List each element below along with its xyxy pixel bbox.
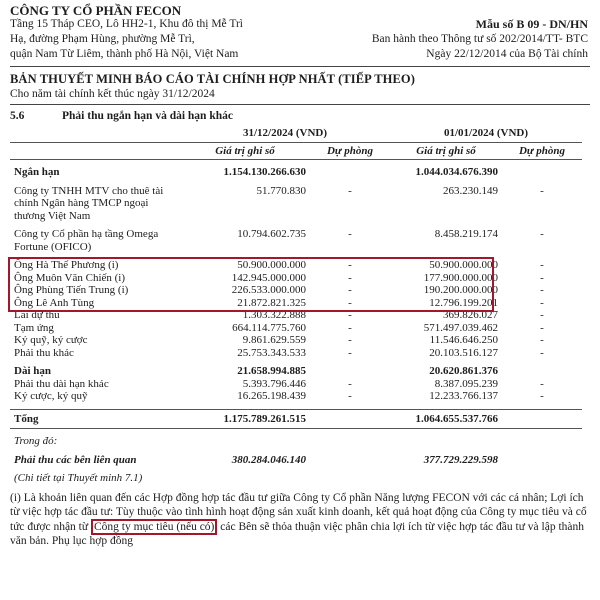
provision-2024: - <box>348 334 352 346</box>
provision-2024: - <box>348 184 352 197</box>
value-2024: 10.794.602.735 <box>237 228 306 240</box>
of-which-label: Trong đó: <box>14 435 58 447</box>
provision-2024: - <box>348 321 352 334</box>
value-2023: 20.103.516.127 <box>429 346 498 359</box>
value-2023: 1.064.655.537.766 <box>390 409 502 429</box>
address-line-2: Hạ, đường Phạm Hùng, phường Mễ Trì, <box>10 33 195 45</box>
highlight-box-individuals <box>8 257 494 312</box>
provision-2023: - <box>540 259 544 271</box>
section-title: Phải thu ngắn hạn và dài hạn khác <box>62 110 233 122</box>
form-issued-line-2: Ngày 22/12/2014 của Bộ Tài chính <box>426 48 588 60</box>
provision-2023: - <box>540 296 544 309</box>
table-row <box>10 347 582 360</box>
value-2023: 369.826.027 <box>443 309 498 321</box>
value-2024: 1.303.322.888 <box>242 309 306 321</box>
column-header-provision: Dự phòng <box>310 142 390 160</box>
column-header-provision: Dự phòng <box>502 142 582 160</box>
provision-2023 <box>502 166 582 179</box>
header-divider <box>10 66 590 67</box>
provision-2023: - <box>540 390 544 402</box>
row-label: Dài hạn <box>14 365 51 377</box>
provision-2024 <box>310 409 390 429</box>
table-row <box>10 322 582 335</box>
row-label: Ông Muôn Văn Chiến (i) <box>14 271 126 284</box>
table-row <box>10 185 582 223</box>
provision-2023: - <box>540 228 544 240</box>
value-2024: 50.900.000.000 <box>237 259 306 271</box>
provision-2024: - <box>348 259 352 271</box>
table-row <box>10 472 582 485</box>
value-2023: 190.200.000.000 <box>423 284 498 296</box>
provision-2023 <box>502 454 582 467</box>
provision-2024: - <box>348 377 352 390</box>
provision-2024: - <box>348 309 352 321</box>
provision-2023: - <box>540 377 544 390</box>
form-number: Mẫu số B 09 - DN/HN <box>475 17 588 31</box>
value-2024: 142.945.000.000 <box>231 271 306 284</box>
provision-2023: - <box>540 346 544 359</box>
provision-2023: - <box>540 321 544 334</box>
provision-2023: - <box>540 271 544 284</box>
table-row <box>10 228 582 253</box>
row-label: Ông Phùng Tiến Trung (i) <box>14 284 129 296</box>
title-divider <box>10 104 590 105</box>
footnote-highlight: Công ty mục tiêu (nếu có) <box>91 519 217 535</box>
provision-2023: - <box>540 284 544 296</box>
value-2023: 377.729.229.598 <box>423 453 498 466</box>
value-2024: 664.114.775.760 <box>232 321 306 334</box>
table-row <box>10 454 582 467</box>
row-label: Lãi dự thu <box>14 309 60 321</box>
value-2024: 1.154.130.266.630 <box>223 166 306 178</box>
value-2024: 1.175.789.261.515 <box>180 409 310 429</box>
row-label: Phải thu các bên liên quan <box>14 453 137 466</box>
provision-2023: - <box>540 184 544 197</box>
reference-note: (Chi tiết tại Thuyết minh 7.1) <box>14 472 143 484</box>
period-header-2024: 31/12/2024 (VND) <box>180 127 390 142</box>
provision-2023: - <box>540 309 544 321</box>
address-line-3: quận Nam Từ Liêm, thành phố Hà Nội, Việt Nam <box>10 48 239 60</box>
value-2024: 9.861.629.559 <box>242 334 306 346</box>
value-2024: 21.872.821.325 <box>237 296 306 309</box>
provision-2024: - <box>348 271 352 284</box>
footnote-text-a: (i) Là khoản liên quan đến các Hợp đồng hợp tác đầu tư giữa Công ty Cổ phần Năng lượng FECON với các cá nhân; Lợi ích từ việc hợp tác đầu tư: Tùy thuộc vào tình hình hoạt động sản xuất kinh doanh, kết quả hoạt động của Công ty mục tiêu và cổ tức được nhận từ <box>10 491 587 533</box>
value-2024: 380.284.046.140 <box>231 453 306 466</box>
provision-2024: - <box>348 284 352 296</box>
row-label: Công ty TNHH MTV cho thuê tài chính Ngân hàng TMCP ngoại thương Việt Nam <box>14 184 164 222</box>
value-2024: 21.658.994.885 <box>237 365 306 377</box>
row-label: Ngắn hạn <box>14 166 60 178</box>
value-2024: 16.265.198.439 <box>237 390 306 402</box>
row-label: Ông Lê Anh Tùng <box>14 296 95 309</box>
row-label: Phải thu khác <box>14 346 74 359</box>
row-label: Tổng <box>10 409 180 429</box>
provision-2024 <box>310 454 390 467</box>
value-2024: 25.753.343.533 <box>237 346 306 359</box>
row-label: Ông Hà Thế Phương (i) <box>14 259 119 271</box>
table-row <box>10 166 582 179</box>
table-row <box>10 378 582 391</box>
row-label: Tạm ứng <box>14 321 54 334</box>
value-2023: 12.796.199.201 <box>429 296 498 309</box>
value-2023: 1.044.034.676.390 <box>415 166 498 178</box>
provision-2023: - <box>540 334 544 346</box>
table-body <box>10 160 582 485</box>
footnote <box>10 491 590 549</box>
provision-2024: - <box>348 228 352 240</box>
provision-2024: - <box>348 390 352 402</box>
value-2024: 226.533.000.000 <box>231 284 306 296</box>
provision-2023 <box>502 409 582 429</box>
section-number: 5.6 <box>10 110 25 122</box>
value-2023: 8.458.219.174 <box>434 228 498 240</box>
table-row <box>10 334 582 347</box>
document-subtitle: Cho năm tài chính kết thúc ngày 31/12/2024 <box>10 88 215 100</box>
row-label: Ký quỹ, ký cược <box>14 334 88 346</box>
value-2023: 20.620.861.376 <box>429 365 498 377</box>
table-row <box>10 409 582 429</box>
provision-2024: - <box>348 296 352 309</box>
document-title: BẢN THUYẾT MINH BÁO CÁO TÀI CHÍNH HỢP NHẤT (TIẾP THEO) <box>10 72 416 86</box>
table-row <box>10 435 582 448</box>
footnote-text-b: các Bên sẽ thỏa thuận việc phân chia lợi ích từ việc hợp tác đầu tư và lập thành văn bản. Phụ lục hợp đồng <box>10 520 585 547</box>
value-2023: 177.900.000.000 <box>423 271 498 284</box>
value-2023: 11.546.646.250 <box>429 334 498 346</box>
value-2024: 5.393.796.446 <box>242 377 306 390</box>
value-2023: 263.230.149 <box>443 184 498 197</box>
column-header-value: Giá trị ghi sổ <box>180 142 310 160</box>
period-header-2023: 01/01/2024 (VND) <box>390 127 582 142</box>
address-line-1: Tầng 15 Tháp CEO, Lô HH2-1, Khu đô thị Mễ Trì <box>10 18 243 30</box>
table-row <box>10 390 582 403</box>
value-2023: 8.387.095.239 <box>434 377 498 390</box>
value-2024: 51.770.830 <box>256 184 306 197</box>
value-2023: 12.233.766.137 <box>429 390 498 402</box>
column-header-value: Giá trị ghi sổ <box>390 142 502 160</box>
form-issued-line-1: Ban hành theo Thông tư số 202/2014/TT- BTC <box>371 33 588 45</box>
row-label: Công ty Cổ phần hạ tầng Omega Fortune (OFICO) <box>14 228 159 253</box>
table-row <box>10 365 582 378</box>
value-2023: 50.900.000.000 <box>429 259 498 271</box>
provision-2024 <box>310 166 390 179</box>
company-name: CÔNG TY CỔ PHẦN FECON <box>10 3 182 18</box>
provision-2024 <box>310 365 390 378</box>
row-label: Phải thu dài hạn khác <box>14 377 109 390</box>
provision-2024: - <box>348 346 352 359</box>
value-2023: 571.497.039.462 <box>423 321 498 334</box>
provision-2023 <box>502 365 582 378</box>
row-label: Ký cược, ký quỹ <box>14 390 88 402</box>
